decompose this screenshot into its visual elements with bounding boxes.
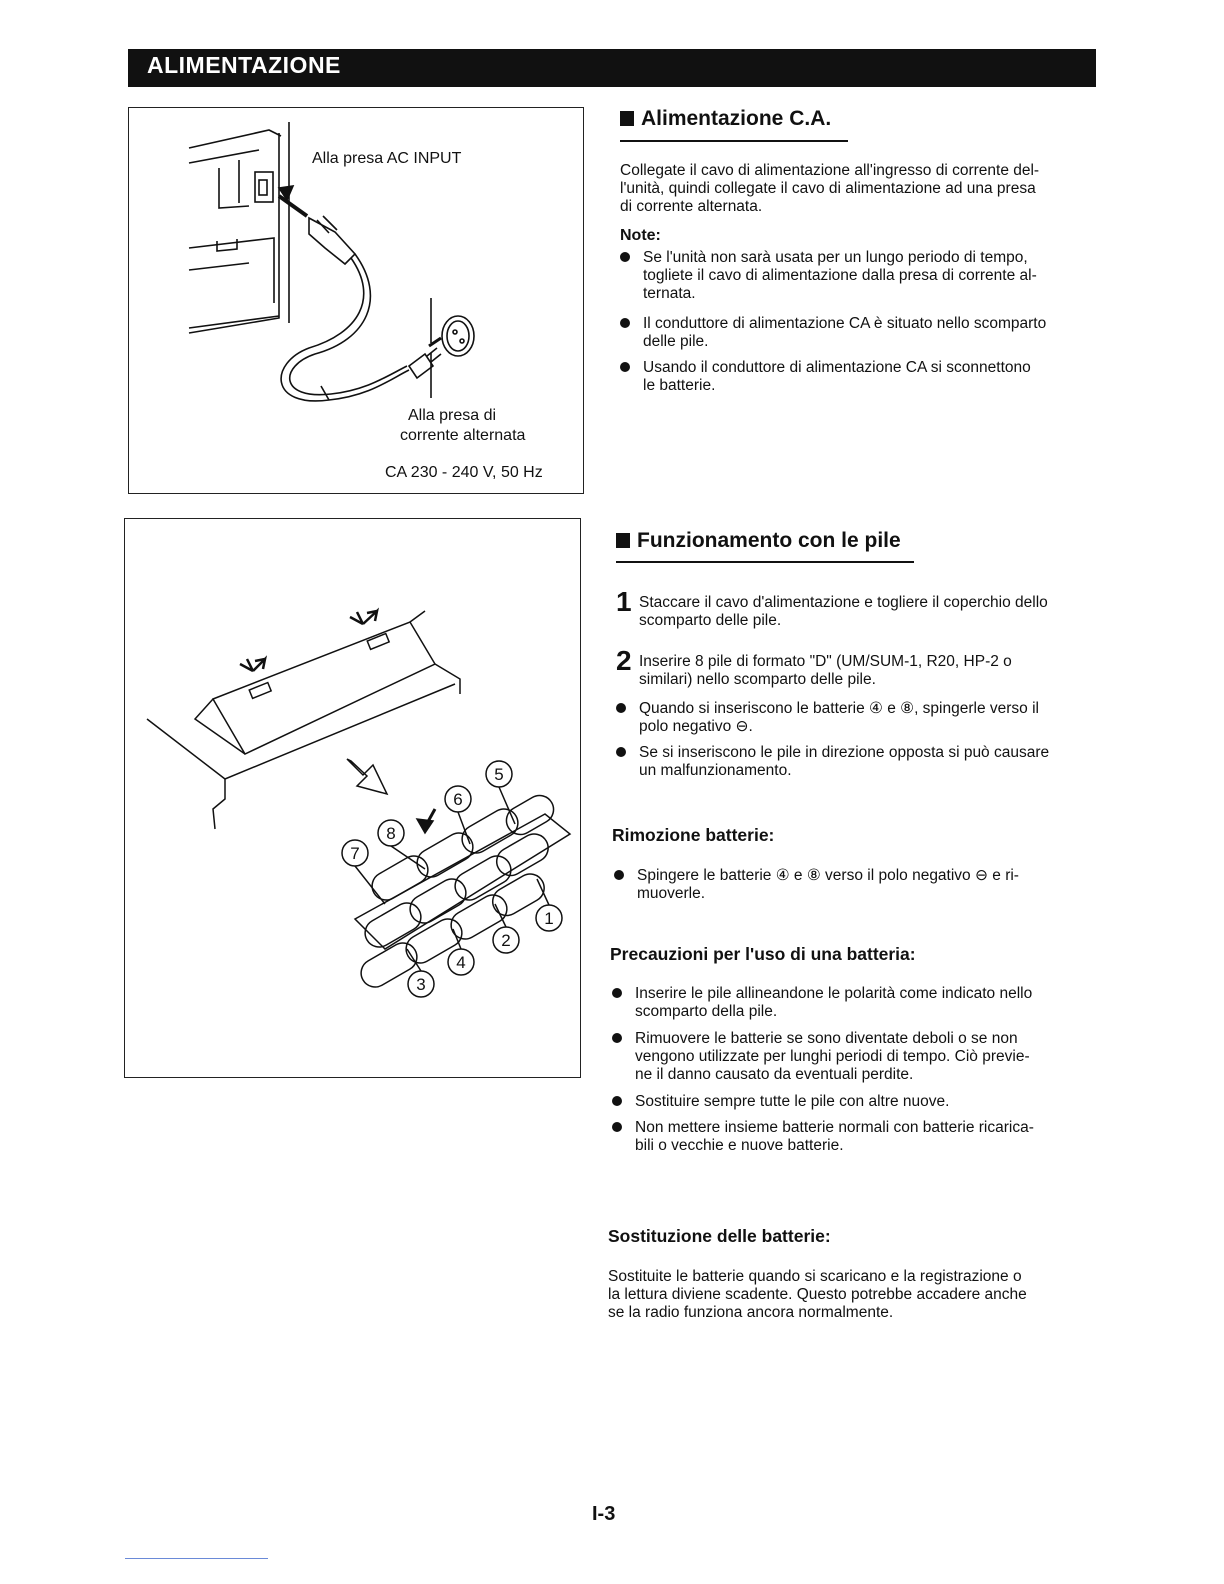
battery-number-8: 8 (386, 824, 396, 843)
ac-intro-paragraph: Collegate il cavo di alimentazione all'ingresso di corrente del- l'unità, quindi collegate il cavo di alimentazione ad una presa di corrente alternata. (620, 162, 1040, 215)
step-2: 2 Inserire 8 pile di formato "D" (UM/SUM-1, R20, HP-2 o similari) nello scomparto delle pile. (616, 645, 1012, 688)
section-square-icon (620, 111, 634, 126)
battery-number-4: 4 (456, 953, 466, 972)
step-1: 1 Staccare il cavo d'alimentazione e togliere il coperchio dello scomparto delle pile. (616, 586, 1048, 629)
step-number: 2 (616, 645, 632, 676)
replacement-paragraph: Sostituite le batterie quando si scaricano e la registrazione o la lettura diviene scadente. Questo potrebbe accadere anche se la radio funziona ancora normalmente. (608, 1268, 1027, 1321)
page-title: ALIMENTAZIONE (147, 52, 341, 78)
bullet-icon (612, 1096, 622, 1106)
section-square-icon (616, 533, 630, 548)
battery-number-2: 2 (501, 931, 511, 950)
note-item: Il conduttore di alimentazione CA è situato nello scomparto delle pile. (620, 315, 1100, 351)
bullet-icon (616, 747, 626, 757)
replacement-heading: Sostituzione delle batterie: (608, 1226, 831, 1246)
voltage-label: CA 230 - 240 V, 50 Hz (385, 464, 543, 481)
page-number: I-3 (592, 1503, 616, 1525)
bullet-icon (612, 988, 622, 998)
outlet-label-line2: corrente alternata (400, 427, 526, 444)
precautions-heading: Precauzioni per l'uso di una batteria: (610, 944, 916, 964)
removal-heading: Rimozione batterie: (612, 825, 775, 845)
outlet-label-line1: Alla presa di (408, 407, 497, 424)
removal-bullet: Spingere le batterie ④ e ⑧ verso il polo negativo ⊖ e ri- muoverle. (614, 867, 1094, 903)
bullet-icon (620, 362, 630, 372)
note-item: Usando il conduttore di alimentazione CA si sconnettono le batterie. (620, 359, 1100, 395)
ac-section-title: Alimentazione C.A. (620, 107, 831, 131)
battery-section-title: Funzionamento con le pile (616, 529, 901, 553)
ac-connection-figure (128, 107, 584, 494)
bullet-icon (612, 1033, 622, 1043)
bullet-icon (620, 252, 630, 262)
bullet-icon (616, 703, 626, 713)
battery-number-1: 1 (544, 909, 554, 928)
battery-bullet: Se si inseriscono le pile in direzione opposta si può causare un malfunzionamento. (616, 744, 1096, 780)
battery-bullet: Quando si inseriscono le batterie ④ e ⑧, spingerle verso il polo negativo ⊖. (616, 700, 1096, 736)
bullet-icon (612, 1122, 622, 1132)
battery-number-3: 3 (416, 975, 426, 994)
precaution-bullet: Sostituire sempre tutte le pile con altre nuove. (612, 1093, 1092, 1111)
precaution-bullet: Non mettere insieme batterie normali con batterie ricarica- bili o vecchie e nuove batterie. (612, 1119, 1092, 1155)
ac-input-label: Alla presa AC INPUT (312, 150, 462, 167)
battery-number-5: 5 (494, 765, 504, 784)
footer-rule (125, 1558, 268, 1559)
notes-label: Note: (620, 227, 661, 244)
battery-title-underline (616, 561, 914, 563)
step-number: 1 (616, 586, 632, 617)
precaution-bullet: Inserire le pile allineandone le polarità come indicato nello scomparto della pile. (612, 985, 1092, 1021)
bullet-icon (620, 318, 630, 328)
battery-number-6: 6 (453, 790, 463, 809)
battery-insertion-illustration (125, 519, 582, 1079)
note-item: Se l'unità non sarà usata per un lungo periodo di tempo, togliete il cavo di alimentazione dalla presa di corrente al- ternata. (620, 249, 1100, 303)
ac-title-underline (620, 140, 848, 142)
precaution-bullet: Rimuovere le batterie se sono diventate deboli o se non vengono utilizzate per lunghi periodi di tempo. Ciò previe- ne il danno causato da eventuali perdite. (612, 1030, 1092, 1084)
battery-insertion-figure (124, 518, 581, 1078)
battery-number-7: 7 (350, 844, 360, 863)
bullet-icon (614, 870, 624, 880)
